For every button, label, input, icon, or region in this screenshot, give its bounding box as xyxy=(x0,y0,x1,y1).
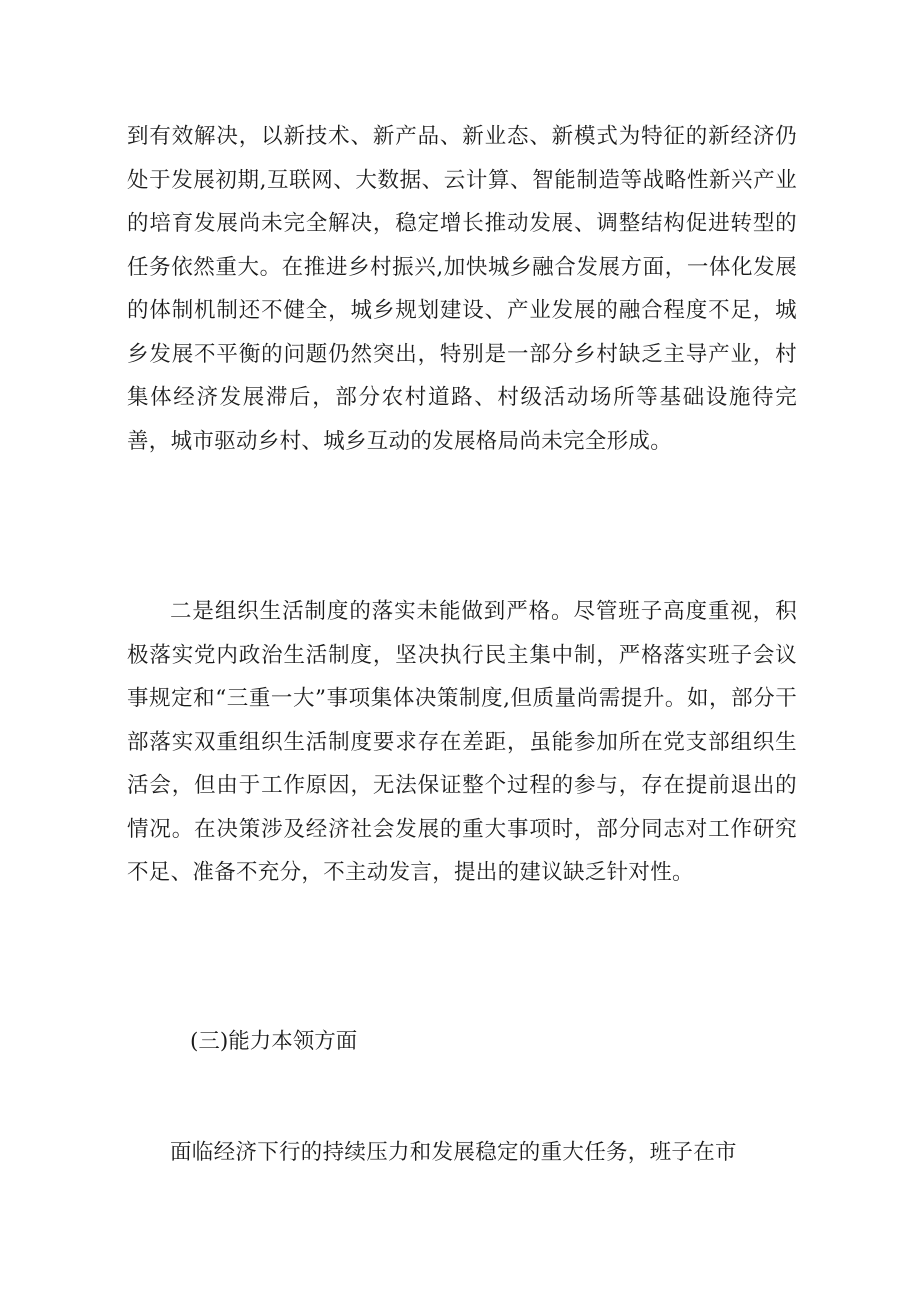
section-heading: (三)能力本领方面 xyxy=(190,1029,358,1054)
paragraph-continuation: 到有效解决，以新技术、新产品、新业态、新模式为特征的新经济仍处于发展初期,互联网、大数据、云计算、智能制造等战略性新兴产业的培育发展尚未完全解决，稳定增长推动发展、调整结构促进转型的任务依然重大。在推进乡村振兴,加快城乡融合发展方面，一体化发展的体制机制还不健全，城乡规划建设、产业发展的融合程度不足，城乡发展不平衡的问题仍然突出，特别是一部分乡村缺乏主导产业，村集体经济发展滞后，部分农村道路、村级活动场所等基础设施待完善，城市驱动乡村、城乡互动的发展格局尚未完全形成。 xyxy=(127,124,797,454)
paragraph-capability: 面临经济下行的持续压力和发展稳定的重大任务，班子在市 xyxy=(170,1140,737,1165)
paragraph-organizational-life: 二是组织生活制度的落实未能做到严格。尽管班子高度重视，积极落实党内政治生活制度，坚决执行民主集中制，严格落实班子会议事规定和“三重一大”事项集体决策制度,但质量尚需提升。如，部分干部落实双重组织生活制度要求存在差距，虽能参加所在党支部组织生活会，但由于工作原因，无法保证整个过程的参与，存在提前退出的情况。在决策涉及经济社会发展的重大事项时，部分同志对工作研究不足、准备不充分，不主动发言，提出的建议缺乏针对性。 xyxy=(127,599,797,885)
